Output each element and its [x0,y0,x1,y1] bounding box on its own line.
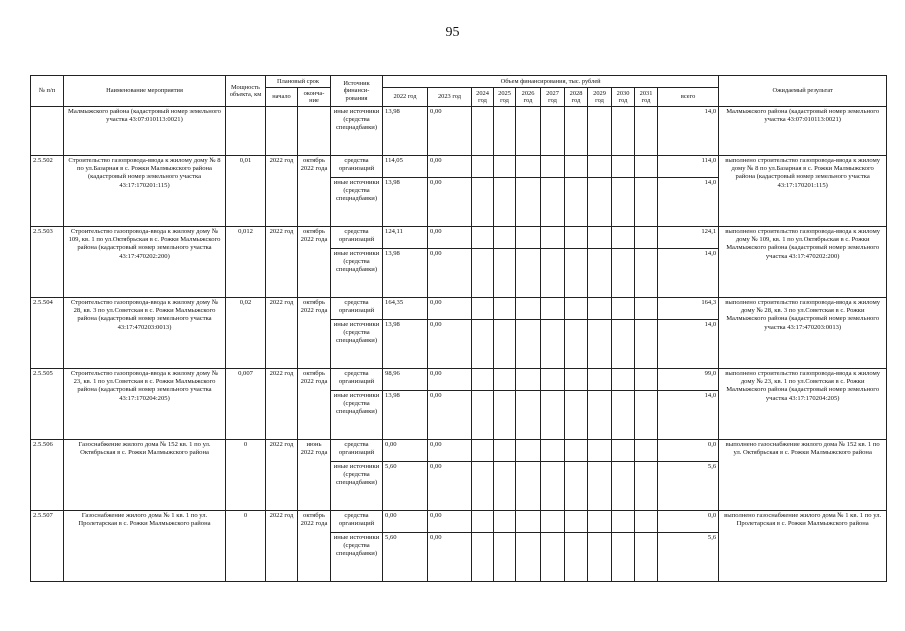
page-number: 95 [445,25,460,40]
cell-result: выполнено строительство газопровода-ввода к жилому дому № 109, кв. 1 по ул.Октябрьская в с. Рожки Малмыжского района (кадастровый номер земельного участка 43:17:470202:200) [719,227,887,298]
cell-start: 2022 год [266,298,298,369]
cell-2022: 13,98 [383,107,428,156]
cell-2023: 0,00 [428,298,472,320]
cell-start: 2022 год [266,227,298,298]
table-row [31,369,887,391]
cell-num: 2.5.503 [31,227,64,298]
cell-2023: 0,00 [428,107,472,156]
header-plan: Плановый срок [266,76,331,88]
cell-name: Газоснабжение жилого дома № 152 кв. 1 по ул. Октябрьская в с. Рожки Малмыжского района [64,440,226,511]
cell-total: 164,3 [658,298,719,320]
cell-capacity: 0,02 [226,298,266,369]
cell-start: 2022 год [266,369,298,440]
header-total: всего [658,88,719,107]
cell-2023: 0,00 [428,533,472,582]
header-year: 2026 год [516,88,541,107]
header-year: 2024 год [472,88,494,107]
cell-name: Строительство газопровода-ввода к жилому дому № 23, кв. 1 по ул.Советская в с. Рожки Малмыжского района (кадастровый номер земельного участка 43:17:170204:205) [64,369,226,440]
cell-end: октябрь 2022 года [298,511,331,582]
cell-2022: 114,05 [383,156,428,178]
cell-result: Малмыжского района (кадастровый номер земельного участка 43:07:010113:0021) [719,107,887,156]
cell-2022: 5,60 [383,533,428,582]
table-row [31,156,887,178]
cell-capacity: 0,012 [226,227,266,298]
header-year: 2027 год [541,88,565,107]
cell-source: средства организаций [331,369,383,391]
cell-2023: 0,00 [428,249,472,298]
header-year: 2028 год [565,88,588,107]
cell-result: выполнено строительство газопровода-ввода к жилому дому № 8 по ул.Базарная в с. Рожки Малмыжского района (кадастровый номер земельного участка 43:17:170201:115) [719,156,887,227]
cell-2023: 0,00 [428,440,472,462]
table-body [31,107,887,582]
cell-2023: 0,00 [428,391,472,440]
header-year: 2030 год [612,88,635,107]
cell-start [266,107,298,156]
cell-total: 14,0 [658,320,719,369]
cell-end: октябрь 2022 года [298,298,331,369]
cell-2022: 0,00 [383,440,428,462]
cell-source: иные источники (средства спецнадбавки) [331,533,383,582]
cell-2022: 13,98 [383,178,428,227]
cell-name: Газоснабжение жилого дома № 1 кв. 1 по ул. Пролетарская в с. Рожки Малмыжского района [64,511,226,582]
cell-capacity: 0 [226,440,266,511]
table-row [31,227,887,249]
cell-total: 14,0 [658,391,719,440]
header-year: 2023 год [428,88,472,107]
cell-name: Строительство газопровода-ввода к жилому дому № 28, кв. 3 по ул.Советская в с. Рожки Малмыжского района (кадастровый номер земельного участка 43:17:470203:0013) [64,298,226,369]
header-result: Ожидаемый результат [719,76,887,107]
cell-2022: 5,60 [383,462,428,511]
funding-table [30,75,887,582]
cell-capacity [226,107,266,156]
table-row [31,440,887,462]
cell-end: июнь 2022 года [298,440,331,511]
cell-source: средства организаций [331,227,383,249]
cell-start: 2022 год [266,511,298,582]
table-row [31,298,887,320]
cell-2023: 0,00 [428,156,472,178]
cell-source: иные источники (средства спецнадбавки) [331,249,383,298]
header-year: 2031 год [635,88,658,107]
cell-source: иные источники (средства спецнадбавки) [331,391,383,440]
table-row [31,107,887,156]
cell-total: 99,0 [658,369,719,391]
cell-num: 2.5.502 [31,156,64,227]
cell-source: средства организаций [331,298,383,320]
cell-total: 5,6 [658,533,719,582]
table-row [31,511,887,533]
header-year: 2025 год [494,88,516,107]
cell-num: 2.5.504 [31,298,64,369]
header-plan-end: оконча-ние [298,88,331,107]
cell-end [298,107,331,156]
cell-source: средства организаций [331,156,383,178]
header-year: 2029 год [588,88,612,107]
cell-name: Строительство газопровода-ввода к жилому дому № 109, кв. 1 по ул.Октябрьская в с. Рожки Малмыжского района (кадастровый номер земельного участка 43:17:470202:200) [64,227,226,298]
cell-capacity: 0,007 [226,369,266,440]
header-plan-start: начало [266,88,298,107]
cell-2022: 13,98 [383,249,428,298]
cell-num: 2.5.507 [31,511,64,582]
header-source: Источник финанси-рования [331,76,383,107]
cell-total: 14,0 [658,107,719,156]
cell-2022: 13,98 [383,320,428,369]
cell-2022: 0,00 [383,511,428,533]
cell-2023: 0,00 [428,178,472,227]
cell-start: 2022 год [266,156,298,227]
cell-source: средства организаций [331,440,383,462]
cell-total: 0,0 [658,440,719,462]
cell-source: иные источники (средства спецнадбавки) [331,462,383,511]
cell-2023: 0,00 [428,462,472,511]
cell-2022: 13,98 [383,391,428,440]
cell-total: 114,0 [658,156,719,178]
cell-result: выполнено газоснабжение жилого дома № 1 кв. 1 по ул. Пролетарская в с. Рожки Малмыжского района [719,511,887,582]
cell-total: 14,0 [658,178,719,227]
header-funding: Объем финансирования, тыс. рублей [383,76,719,88]
cell-total: 0,0 [658,511,719,533]
cell-total: 14,0 [658,249,719,298]
header-year: 2022 год [383,88,428,107]
cell-name: Строительство газопровода-ввода к жилому дому № 8 по ул.Базарная в с. Рожки Малмыжского района (кадастровый номер земельного участка 43:17:170201:115) [64,156,226,227]
cell-num [31,107,64,156]
cell-total: 124,1 [658,227,719,249]
table-header [31,76,887,107]
cell-result: выполнено строительство газопровода-ввода к жилому дому № 23, кв. 1 по ул.Советская в с. Рожки Малмыжского района (кадастровый номер земельного участка 43:17:170204:205) [719,369,887,440]
header-capacity: Мощность объекта, км [226,76,266,107]
header-name: Наименование мероприятия [64,76,226,107]
cell-2022: 164,35 [383,298,428,320]
cell-source: средства организаций [331,511,383,533]
cell-capacity: 0 [226,511,266,582]
cell-end: октябрь 2022 года [298,156,331,227]
cell-source: иные источники (средства спецнадбавки) [331,178,383,227]
cell-2023: 0,00 [428,227,472,249]
cell-source: иные источники (средства спецнадбавки) [331,320,383,369]
cell-source: иные источники (средства спецнадбавки) [331,107,383,156]
cell-capacity: 0,01 [226,156,266,227]
cell-2023: 0,00 [428,369,472,391]
cell-2022: 98,96 [383,369,428,391]
cell-2023: 0,00 [428,320,472,369]
cell-end: октябрь 2022 года [298,369,331,440]
cell-num: 2.5.506 [31,440,64,511]
cell-2022: 124,11 [383,227,428,249]
cell-total: 5,6 [658,462,719,511]
cell-start: 2022 год [266,440,298,511]
cell-num: 2.5.505 [31,369,64,440]
cell-name: Малмыжского района (кадастровый номер земельного участка 43:07:010113:0021) [64,107,226,156]
cell-result: выполнено газоснабжение жилого дома № 152 кв. 1 по ул. Октябрьская в с. Рожки Малмыжского района [719,440,887,511]
cell-result: выполнено строительство газопровода-ввода к жилому дому № 28, кв. 3 по ул.Советская в с. Рожки Малмыжского района (кадастровый номер земельного участка 43:17:470203:0013) [719,298,887,369]
cell-end: октябрь 2022 года [298,227,331,298]
cell-2023: 0,00 [428,511,472,533]
header-num: № п/п [31,76,64,107]
